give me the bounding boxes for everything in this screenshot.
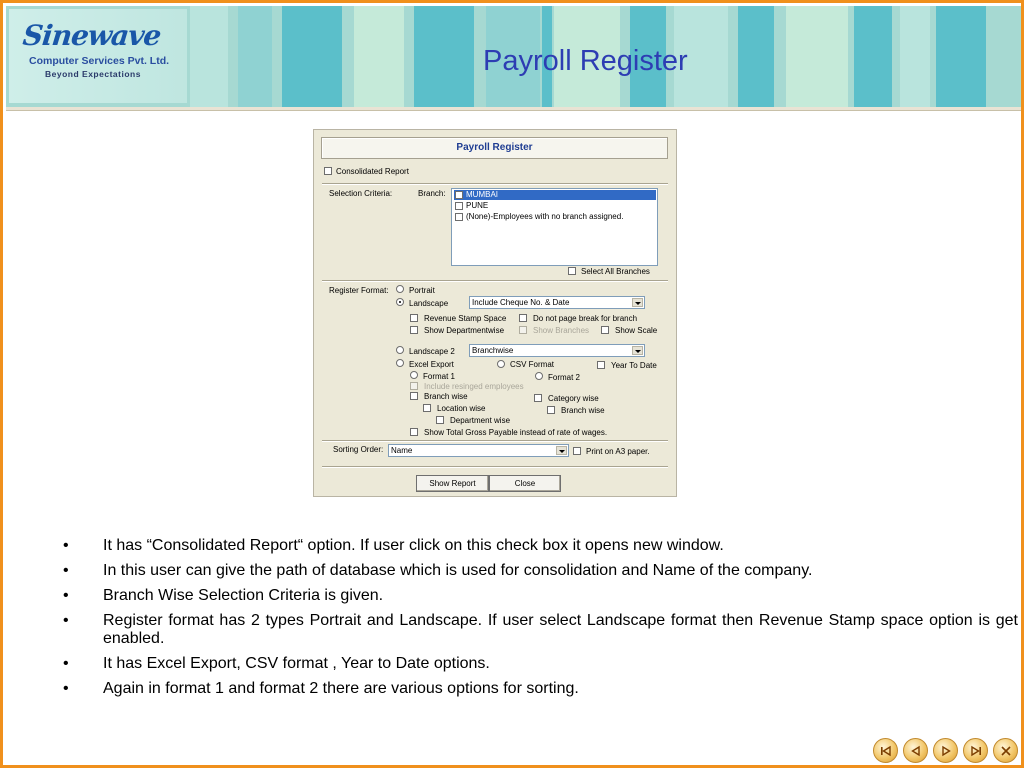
print-a3-label: Print on A3 paper. bbox=[586, 447, 650, 456]
next-slide-icon bbox=[939, 744, 953, 758]
revenue-stamp-checkbox[interactable] bbox=[410, 314, 418, 322]
landscape2-radio[interactable] bbox=[396, 346, 404, 354]
year-to-date-checkbox[interactable] bbox=[597, 361, 605, 369]
location-wise-checkbox[interactable] bbox=[423, 404, 431, 412]
group-divider bbox=[322, 466, 668, 468]
show-departmentwise-label: Show Departmentwise bbox=[424, 326, 505, 335]
format1-label: Format 1 bbox=[423, 372, 456, 381]
csv-format-radio[interactable] bbox=[497, 360, 505, 368]
consolidated-report-label: Consolidated Report bbox=[336, 167, 409, 176]
previous-slide-button[interactable] bbox=[903, 738, 928, 763]
csv-format-label: CSV Format bbox=[510, 360, 555, 369]
show-total-gross-label: Show Total Gross Payable instead of rate of wages. bbox=[424, 428, 608, 437]
dialog-title: Payroll Register bbox=[321, 137, 668, 159]
close-icon bbox=[999, 744, 1013, 758]
list-item[interactable]: MUMBAI bbox=[454, 190, 656, 200]
portrait-label: Portrait bbox=[409, 286, 435, 295]
page-title: Payroll Register bbox=[483, 45, 688, 77]
list-item: • It has Excel Export, CSV format , Year to Date options. bbox=[63, 655, 1018, 673]
print-a3-checkbox[interactable] bbox=[573, 447, 581, 455]
last-slide-icon bbox=[969, 744, 983, 758]
payroll-register-dialog bbox=[313, 129, 677, 497]
previous-slide-icon bbox=[909, 744, 923, 758]
select-all-branches-checkbox[interactable] bbox=[568, 267, 576, 275]
excel-export-radio[interactable] bbox=[396, 359, 404, 367]
format2-label: Format 2 bbox=[548, 373, 581, 382]
selection-criteria-label: Selection Criteria: bbox=[329, 189, 393, 198]
logo-wordmark: Sinewave bbox=[21, 19, 163, 52]
show-departmentwise-checkbox[interactable] bbox=[410, 326, 418, 334]
close-button[interactable]: Close bbox=[489, 475, 561, 492]
include-resigned-checkbox[interactable] bbox=[410, 382, 418, 390]
first-slide-icon bbox=[879, 744, 893, 758]
revenue-stamp-label: Revenue Stamp Space bbox=[424, 314, 507, 323]
branch-listbox[interactable] bbox=[451, 188, 658, 266]
category-wise-label: Category wise bbox=[548, 394, 599, 403]
bullet-list bbox=[63, 537, 1018, 705]
chevron-down-icon[interactable] bbox=[632, 298, 643, 307]
list-item: • In this user can give the path of database which is used for consolidation and Name of the company. bbox=[63, 562, 1018, 580]
list-item[interactable]: PUNE bbox=[454, 201, 656, 211]
consolidated-report-checkbox[interactable] bbox=[324, 167, 332, 175]
show-scale-checkbox[interactable] bbox=[601, 326, 609, 334]
chevron-down-icon[interactable] bbox=[632, 346, 643, 355]
category-wise-checkbox[interactable] bbox=[534, 394, 542, 402]
next-slide-button[interactable] bbox=[933, 738, 958, 763]
sorting-order-label: Sorting Order: bbox=[333, 445, 384, 454]
logo-tagline: Beyond Expectations bbox=[45, 69, 141, 79]
landscape-option-select[interactable]: Include Cheque No. & Date bbox=[469, 296, 645, 309]
format2-radio[interactable] bbox=[535, 372, 543, 380]
department-wise-label: Department wise bbox=[450, 416, 511, 425]
register-format-label: Register Format: bbox=[329, 286, 389, 295]
branch-wise2-checkbox[interactable] bbox=[547, 406, 555, 414]
landscape-label: Landscape bbox=[409, 299, 449, 308]
excel-export-label: Excel Export bbox=[409, 360, 454, 369]
landscape-radio[interactable] bbox=[396, 298, 404, 306]
group-divider bbox=[322, 440, 668, 442]
list-item[interactable]: (None)-Employees with no branch assigned. bbox=[454, 212, 656, 222]
company-logo bbox=[9, 9, 187, 103]
show-branches-checkbox[interactable] bbox=[519, 326, 527, 334]
show-total-gross-checkbox[interactable] bbox=[410, 428, 418, 436]
no-page-break-checkbox[interactable] bbox=[519, 314, 527, 322]
branch-wise-checkbox[interactable] bbox=[410, 392, 418, 400]
last-slide-button[interactable] bbox=[963, 738, 988, 763]
format1-radio[interactable] bbox=[410, 371, 418, 379]
list-item: • Register format has 2 types Portrait and Landscape. If user select Landscape format then Revenue Stamp space option is get enabled. bbox=[63, 612, 1018, 648]
logo-company-name: Computer Services Pvt. Ltd. bbox=[29, 55, 170, 67]
list-item: • Again in format 1 and format 2 there are various options for sorting. bbox=[63, 680, 1018, 698]
department-wise-checkbox[interactable] bbox=[436, 416, 444, 424]
list-item: • It has “Consolidated Report“ option. If user click on this check box it opens new window. bbox=[63, 537, 1018, 555]
include-resigned-label: Include resinged employees bbox=[424, 382, 524, 391]
location-wise-label: Location wise bbox=[437, 404, 486, 413]
landscape2-option-select[interactable]: Branchwise bbox=[469, 344, 645, 357]
year-to-date-label: Year To Date bbox=[611, 361, 657, 370]
group-divider bbox=[322, 280, 668, 282]
select-all-branches-label: Select All Branches bbox=[581, 267, 650, 276]
end-show-button[interactable] bbox=[993, 738, 1018, 763]
show-branches-label: Show Branches bbox=[533, 326, 590, 335]
chevron-down-icon[interactable] bbox=[556, 446, 567, 455]
branch-wise-label: Branch wise bbox=[424, 392, 468, 401]
show-scale-label: Show Scale bbox=[615, 326, 658, 335]
list-item: • Branch Wise Selection Criteria is given. bbox=[63, 587, 1018, 605]
landscape2-label: Landscape 2 bbox=[409, 347, 455, 356]
branch-label: Branch: bbox=[418, 189, 446, 198]
banner-divider bbox=[6, 107, 1024, 111]
sorting-order-select[interactable]: Name bbox=[388, 444, 569, 457]
group-divider bbox=[322, 183, 668, 185]
portrait-radio[interactable] bbox=[396, 285, 404, 293]
show-report-button[interactable]: Show Report bbox=[416, 475, 489, 492]
first-slide-button[interactable] bbox=[873, 738, 898, 763]
branch-wise2-label: Branch wise bbox=[561, 406, 605, 415]
no-page-break-label: Do not page break for branch bbox=[533, 314, 638, 323]
